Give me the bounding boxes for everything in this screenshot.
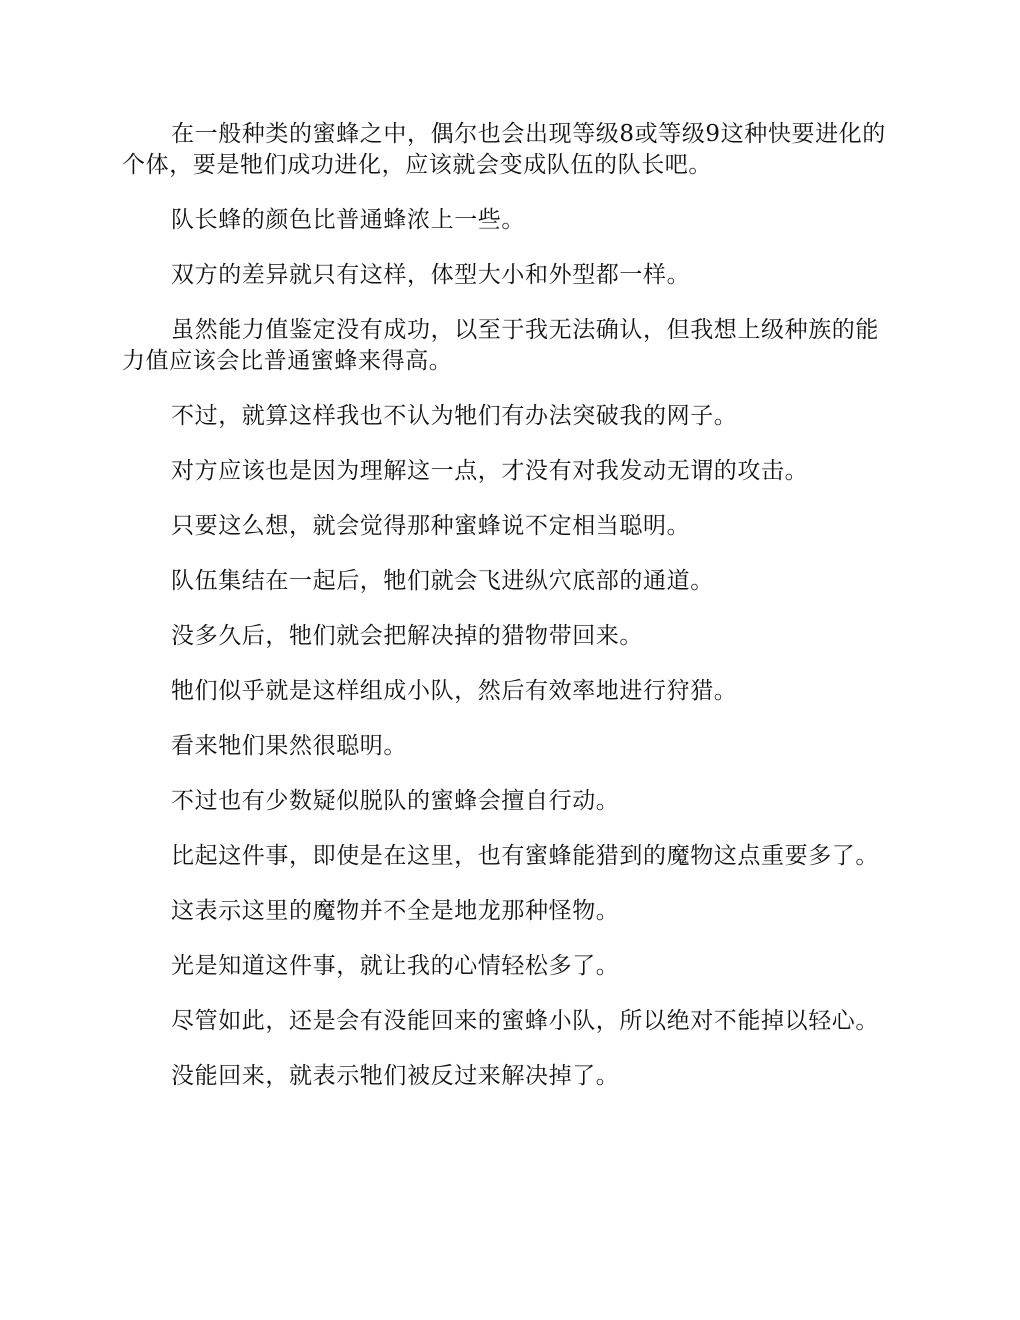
paragraph: 对方应该也是因为理解这一点，才没有对我发动无谓的攻击。 <box>171 458 809 484</box>
paragraph: 虽然能力值鉴定没有成功，以至于我无法确认，但我想上级种族的能力值应该会比普通蜜蜂来得高。 <box>122 317 879 374</box>
paragraph: 牠们似乎就是这样组成小队，然后有效率地进行狩猎。 <box>171 678 738 704</box>
document-body <box>122 119 898 1116</box>
paragraph: 不过，就算这样我也不认为牠们有办法突破我的网子。 <box>171 403 738 429</box>
paragraph: 队长蜂的颜色比普通蜂浓上一些。 <box>171 207 525 233</box>
paragraph: 只要这么想，就会觉得那种蜜蜂说不定相当聪明。 <box>171 513 691 539</box>
paragraph: 这表示这里的魔物并不全是地龙那种怪物。 <box>171 898 620 924</box>
paragraph: 在一般种类的蜜蜂之中，偶尔也会出现等级8或等级9这种快要进化的个体，要是牠们成功进化，应该就会变成队伍的队长吧。 <box>122 121 886 178</box>
paragraph: 不过也有少数疑似脱队的蜜蜂会擅自行动。 <box>171 788 620 814</box>
paragraph: 没能回来，就表示牠们被反过来解决掉了。 <box>171 1063 620 1089</box>
paragraph: 看来牠们果然很聪明。 <box>171 733 407 759</box>
paragraph: 双方的差异就只有这样，体型大小和外型都一样。 <box>171 262 691 288</box>
paragraph: 队伍集结在一起后，牠们就会飞进纵穴底部的通道。 <box>171 568 714 594</box>
paragraph: 没多久后，牠们就会把解决掉的猎物带回来。 <box>171 623 643 649</box>
paragraph: 光是知道这件事，就让我的心情轻松多了。 <box>171 953 620 979</box>
paragraph: 尽管如此，还是会有没能回来的蜜蜂小队，所以绝对不能掉以轻心。 <box>171 1008 879 1034</box>
paragraph: 比起这件事，即使是在这里，也有蜜蜂能猎到的魔物这点重要多了。 <box>171 843 879 869</box>
